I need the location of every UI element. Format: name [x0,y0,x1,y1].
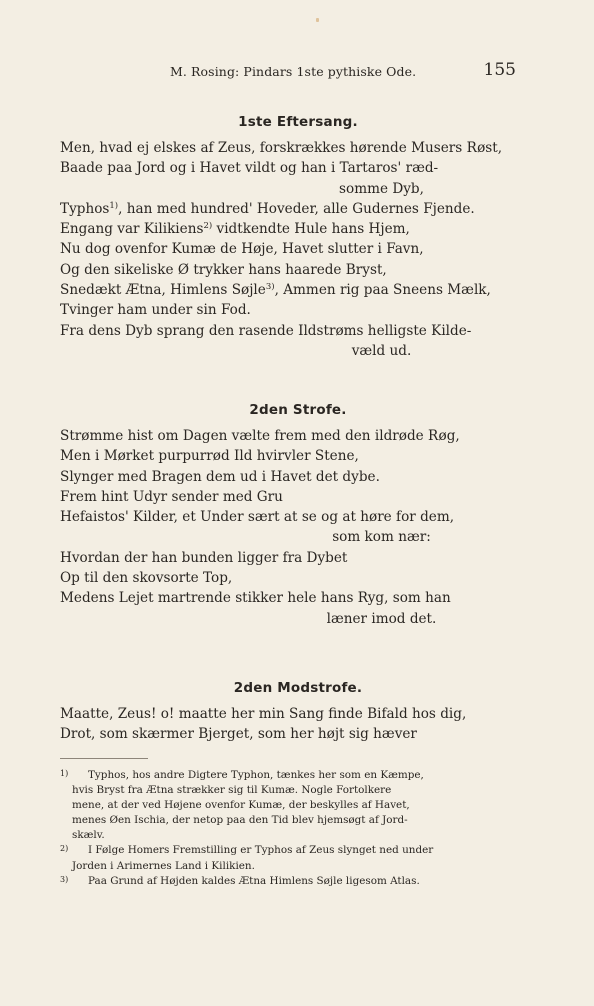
verse-text: Frem hint Udyr sender med Gru [60,488,283,505]
verse-text: Baade paa Jord og i Havet vildt og han i Tartaros' ræd- [60,160,439,177]
verse-line [60,321,525,341]
footnote-ref: 3) [265,282,275,293]
verse-line [60,239,525,259]
running-head [60,60,516,82]
verse-text: Hvordan der han bunden ligger fra Dybet [60,549,348,566]
verse-text: Snedækt Ætna, Himlens Søjle [60,282,266,299]
verse-line [60,548,525,568]
verse-text: som kom nær: [332,529,431,546]
verse-text: , han med hundred' Hoveder, alle Gudernes Fjende. [118,200,475,217]
verse-line [60,260,525,280]
verse-text: Medens Lejet martrende stikker hele hans Ryg, som han [60,590,451,607]
verse-line [60,138,525,158]
verse-line [60,724,525,744]
verse-text: Men, hvad ej elskes af Zeus, forskrækkes hørende Musers Røst, [60,140,503,156]
verse-line [60,487,525,507]
verse-text: Men i Mørket purpurrød Ild hvirvler Stene, [60,448,359,465]
footnote-ref-number: 3 [265,282,272,293]
verse-line [60,704,525,724]
verse-line [60,609,525,629]
verse-text: Slynger med Bragen dem ud i Havet det dybe. [60,468,380,485]
verse-text: Og den sikeliske Ø trykker hans haarede Bryst, [60,261,387,278]
verse-text: , Ammen rig paa Sneens Mælk, [274,282,491,299]
footnote-mark: 1) [60,769,69,778]
footnote [60,768,530,843]
verse-line [60,588,525,608]
verse-text: Hefaistos' Kilder, et Under sært at se og at høre for dem, [60,509,455,526]
page-number: 155 [483,60,516,80]
verse-line [60,527,525,547]
verse-line [60,341,525,361]
verse-text: somme Dyb, [339,180,424,197]
verse-line [60,300,525,320]
section-heading: 2den Modstrofe. [233,680,363,696]
section-heading: 1ste Eftersang. [238,114,358,130]
running-title: M. Rosing: Pindars 1ste pythiske Ode. [170,64,417,79]
verse-text: læner imod det. [326,610,437,627]
footnote-line: menes Øen Ischia, der netop paa den Tid blev hjemsøgt af Jord- [72,814,408,827]
verse-line [60,179,525,199]
verse-text: Drot, som skærmer Bjerget, som her højt sig hæver [60,726,417,743]
footnote-rule [60,758,148,759]
verse-line [60,446,525,466]
verse-text: Tvinger ham under sin Fod. [60,302,251,319]
footnote-mark: 2) [60,844,69,854]
footnote-ref: 2) [203,221,213,232]
section-heading: 2den Strofe. [249,402,347,418]
verse-text: Typhos [60,200,110,217]
verse-line [60,219,525,239]
footnote-line: Paa Grund af Højden kaldes Ætna Himlens Søjle ligesom Atlas. [88,874,420,887]
verse-line [60,280,525,300]
verse-line [60,467,525,487]
verse-text: Nu dog ovenfor Kumæ de Høje, Havet slutter i Favn, [60,241,424,258]
verse-block [60,138,525,361]
footnote [60,874,530,889]
footnote-ref-number: 2 [203,221,209,232]
verse-text: Maatte, Zeus! o! maatte her min Sang finde Bifald hos dig, [60,706,467,722]
footnote-ref: 1) [109,200,119,211]
verse-line [60,426,525,446]
verse-block [60,704,525,745]
footnote-line: Jorden i Arimernes Land i Kilikien. [72,859,255,872]
footnotes [60,768,530,889]
verse-text: Engang var Kilikiens [60,221,204,238]
verse-line [60,507,525,527]
footnote-line: skælv. [72,829,105,842]
footnote-line: mene, at der ved Højene ovenfor Kumæ, der beskylles af Havet, [72,799,410,812]
footnote-ref-number: 1 [109,200,115,211]
verse-line [60,199,525,219]
paper-speck [316,18,319,22]
footnote-line: hvis Bryst fra Ætna strækker sig til Kumæ. Nogle Fortolkere [72,784,392,797]
footnote-line: I Følge Homers Fremstilling er Typhos af Zeus slynget ned under [88,844,434,857]
verse-text: Fra dens Dyb sprang den rasende Ildstrøms helligste Kilde- [60,322,472,339]
verse-text: Strømme hist om Dagen vælte frem med den ildrøde Røg, [60,428,460,444]
verse-text: væld ud. [351,342,412,359]
verse-line [60,568,525,588]
footnote-line: Typhos, hos andre Digtere Typhon, tænkes her som en Kæmpe, [88,769,424,781]
footnote-mark: 3) [60,874,69,884]
verse-line [60,158,525,178]
verse-text: Op til den skovsorte Top, [60,570,233,587]
footnote [60,843,530,873]
verse-block [60,426,525,629]
verse-text: vidtkendte Hule hans Hjem, [212,221,410,238]
